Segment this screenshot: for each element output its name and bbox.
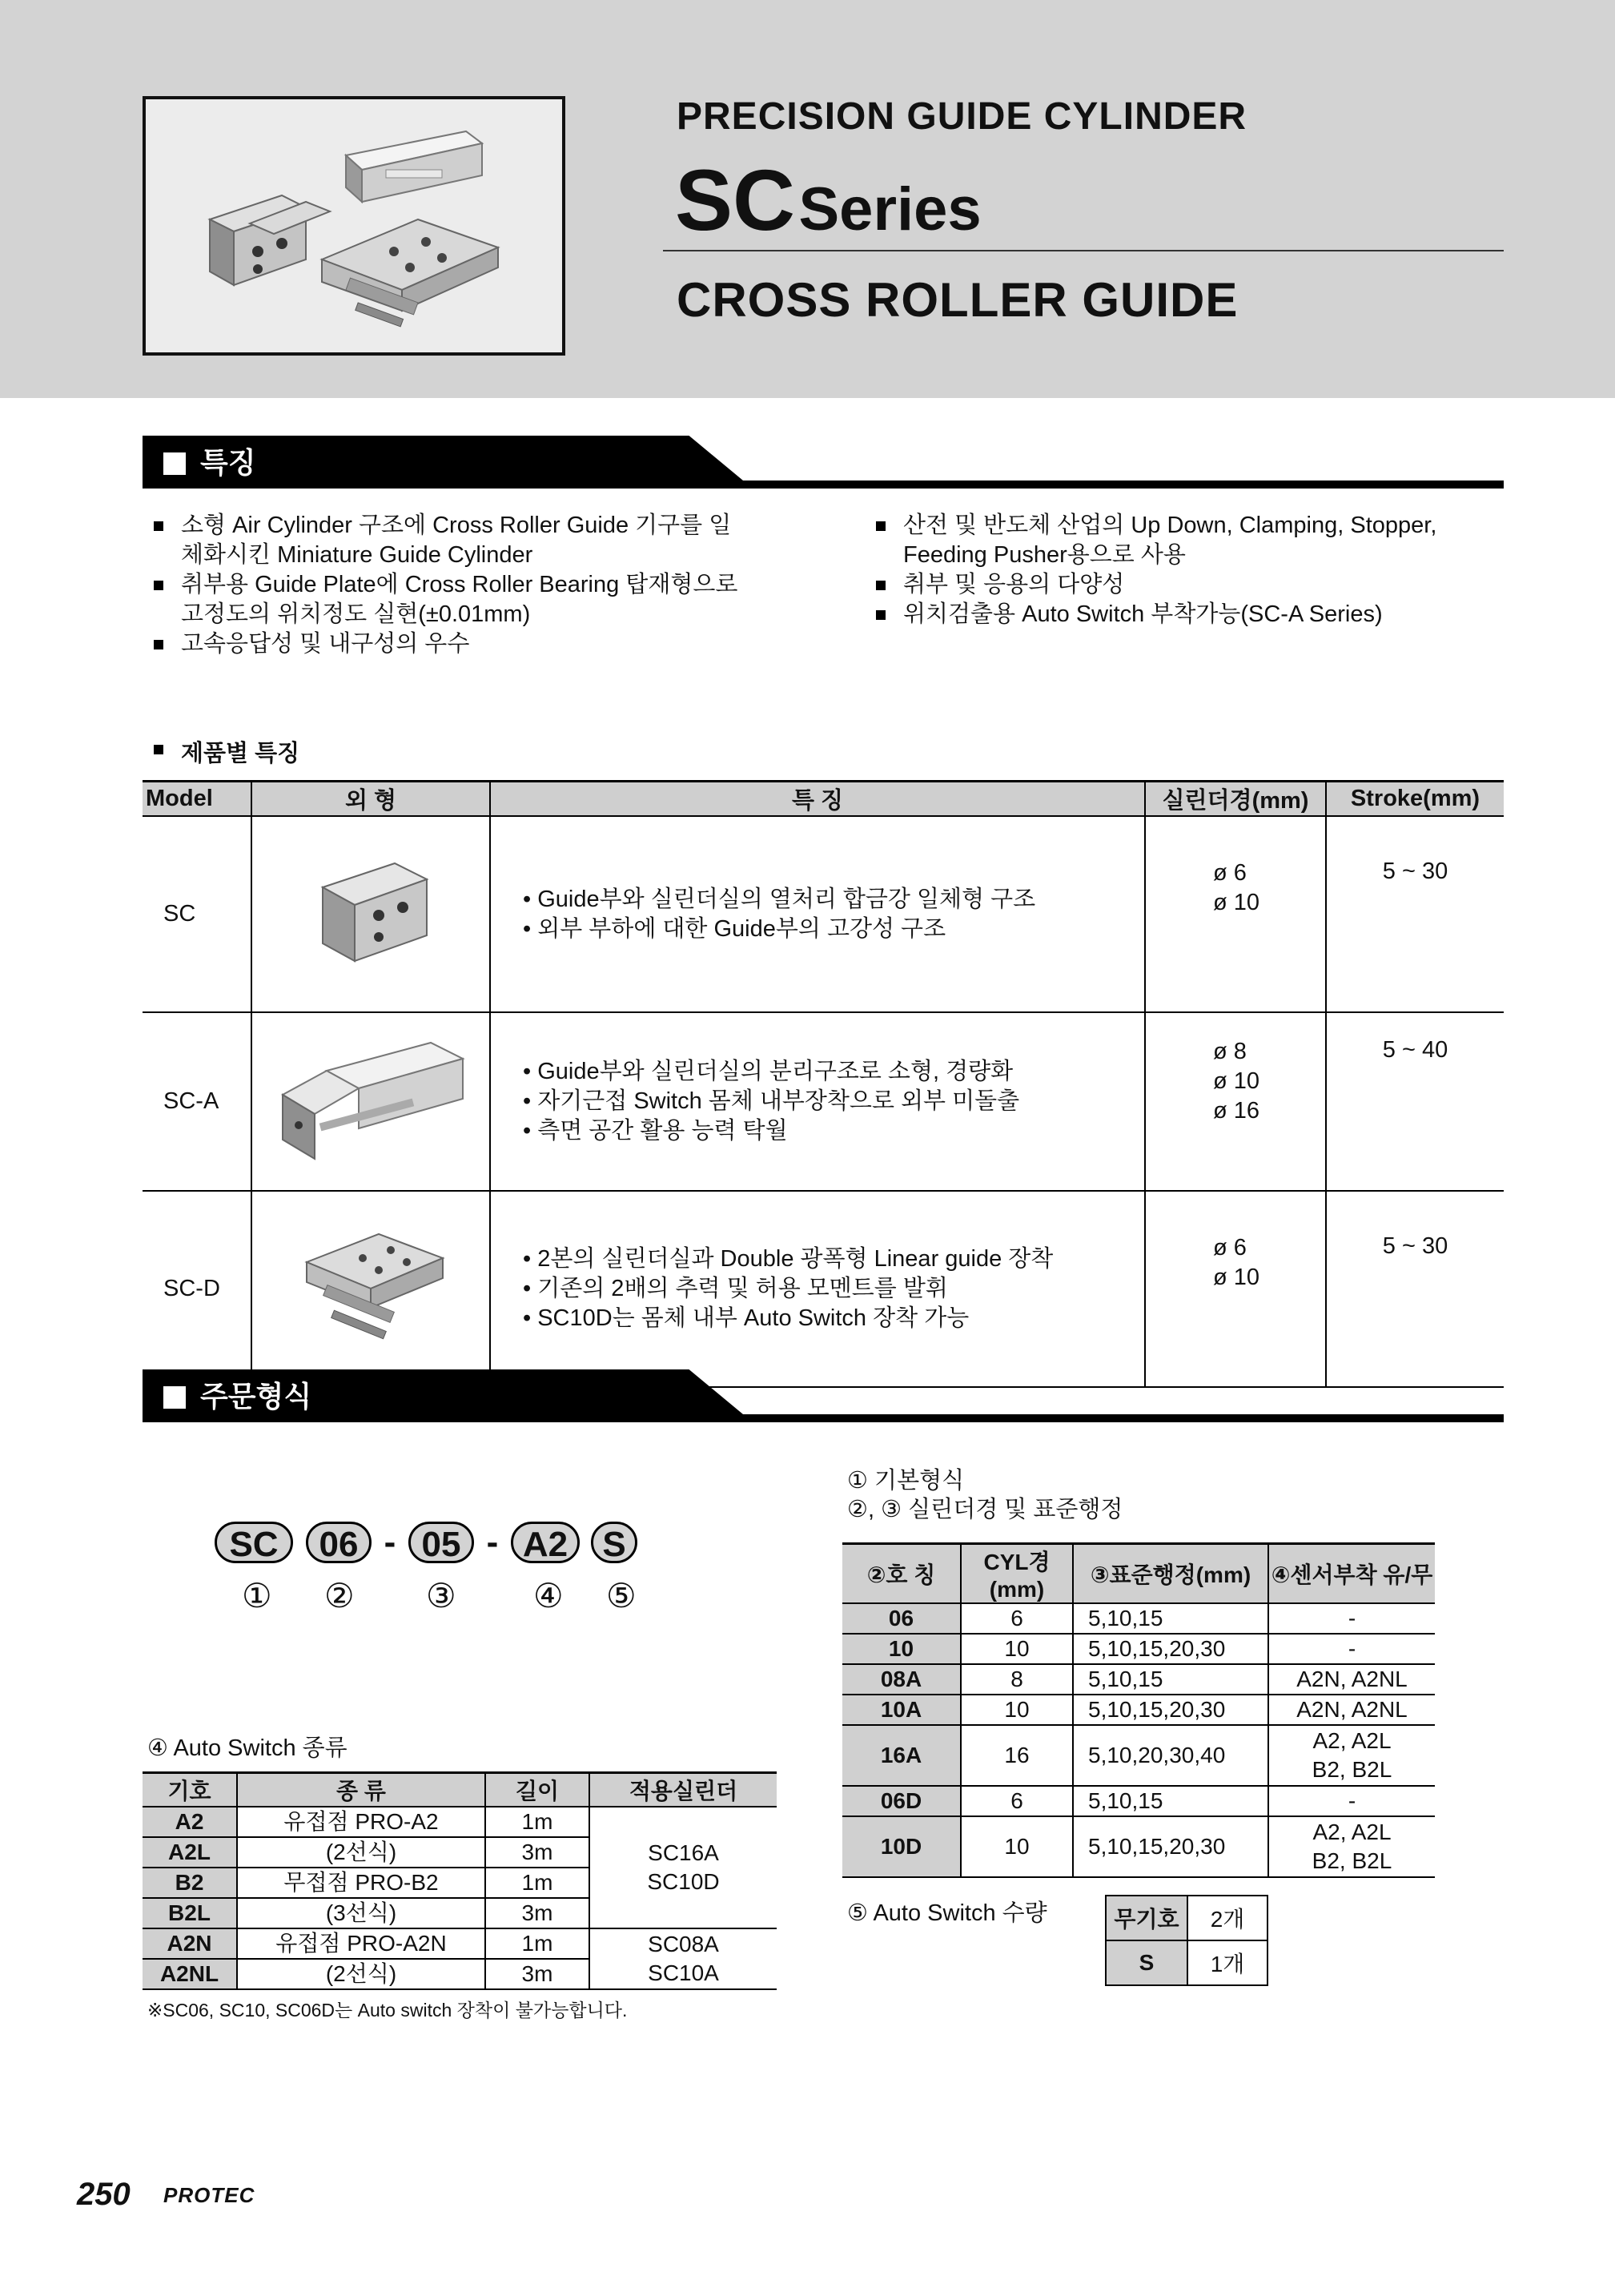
- square-bullet-icon: [163, 452, 186, 475]
- table-row: 10 10 5,10,15,20,30 -: [842, 1634, 1435, 1664]
- table-row: S 1개: [1106, 1940, 1267, 1985]
- table-row: [143, 816, 1504, 1012]
- stroke-cell: 5 ~ 30: [1326, 816, 1504, 1012]
- code-dash: -: [486, 1522, 499, 1562]
- bore-stroke-table: [842, 1542, 1435, 1878]
- code-part-stroke: 05: [408, 1522, 474, 1563]
- table-row: 10A 10 5,10,15,20,30 A2N, A2NL: [842, 1695, 1435, 1725]
- header-subtitle: PRECISION GUIDE CYLINDER: [677, 95, 1247, 138]
- features-right-list: [874, 511, 1515, 629]
- auto-switch-table: [143, 1771, 777, 1990]
- features-cell: • 2본의 실린더실과 Double 광폭형 Linear guide 장착 • 기존의 2배의 추력 및 허용 모멘트를 발휘 • SC10D는 몸체 내부 Auto Switch 장착 가능: [490, 1191, 1145, 1387]
- product-photo: [143, 96, 565, 356]
- product-features-table: [143, 780, 1504, 1388]
- code-part-switch: A2: [511, 1522, 580, 1563]
- col-appearance: 외 형: [251, 782, 490, 817]
- list-item: 취부 및 응용의 다양성: [874, 570, 1515, 600]
- series-code: SC: [675, 151, 796, 248]
- table-row: B2L (3선식) 3m: [143, 1898, 777, 1928]
- model-cell: SC: [143, 816, 251, 1012]
- applies-cell: SC16A SC10D: [589, 1807, 777, 1928]
- features-cell: • Guide부와 실린더실의 열처리 합금강 일체형 구조 • 외부 부하에 대한 Guide부의 고강성 구조: [490, 816, 1145, 1012]
- table-row: 10D 10 5,10,15,20,30 A2, A2L B2, B2L: [842, 1816, 1435, 1877]
- table-row: [143, 1191, 1504, 1387]
- bore-cell: ø 6 ø 10: [1145, 816, 1326, 1012]
- code-number: ④: [533, 1577, 564, 1614]
- model-cell: SC-A: [143, 1012, 251, 1191]
- legend-basic: ① 기본형식: [847, 1468, 965, 1494]
- list-item: 취부용 Guide Plate에 Cross Roller Bearing 탑재형으로 고정도의 위치정도 실현(±0.01mm): [152, 570, 809, 629]
- table-header-row: [842, 1544, 1435, 1604]
- table-row: A2L (2선식) 3m: [143, 1837, 777, 1868]
- legend-bore-stroke: ②, ③ 실린더경 및 표준행정: [847, 1497, 1123, 1522]
- table-row: 무기호 2개: [1106, 1896, 1267, 1940]
- table-row: [143, 1012, 1504, 1191]
- col-bore: 실린더경(mm): [1145, 782, 1326, 817]
- table-header-row: [143, 782, 1504, 817]
- table-row: 06 6 5,10,15 -: [842, 1603, 1435, 1634]
- brand-logo-text: PROTEC: [163, 2183, 255, 2207]
- series-title: [675, 151, 982, 248]
- col-stroke: Stroke(mm): [1326, 782, 1504, 817]
- product-table-heading: 제품별 특징: [152, 735, 299, 768]
- product-image-sc-d: [251, 1191, 490, 1387]
- code-part-basic: SC: [215, 1522, 293, 1563]
- col-length: 길이: [485, 1773, 589, 1807]
- table-header-row: [143, 1773, 777, 1807]
- table-row: A2NL (2선식) 3m: [143, 1959, 777, 1989]
- table-row: 16A 16 5,10,20,30,40 A2, A2L B2, B2L: [842, 1725, 1435, 1786]
- list-item: 고속응답성 및 내구성의 우수: [152, 629, 809, 659]
- stroke-cell: 5 ~ 30: [1326, 1191, 1504, 1387]
- code-number: ③: [426, 1577, 456, 1614]
- bore-cell: ø 8 ø 10 ø 16: [1145, 1012, 1326, 1191]
- qty-title: ⑤ Auto Switch 수량: [847, 1900, 1047, 1926]
- code-part-qty: S: [591, 1522, 637, 1563]
- code-part-bore: 06: [306, 1522, 372, 1563]
- col-features: 특 징: [490, 782, 1145, 817]
- switch-title: ④ Auto Switch 종류: [147, 1735, 348, 1761]
- table-row: 06D 6 5,10,15 -: [842, 1786, 1435, 1816]
- sensor-multiline: A2, A2L B2, B2L: [1268, 1816, 1435, 1877]
- table-row: A2N 유접점 PRO-A2N 1m SC08A SC10A: [143, 1928, 777, 1959]
- page-number: 250: [77, 2177, 131, 2212]
- series-word: Series: [798, 175, 982, 243]
- list-item: 위치검출용 Auto Switch 부착가능(SC-A Series): [874, 600, 1515, 629]
- list-item: 산전 및 반도체 산업의 Up Down, Clamping, Stopper, Feeding Pusher용으로 사용: [874, 511, 1515, 570]
- code-dash: -: [384, 1522, 396, 1562]
- code-number: ①: [242, 1577, 272, 1614]
- cylinder-photo-illustration: [146, 99, 562, 352]
- table-row: B2 무접점 PRO-B2 1m: [143, 1868, 777, 1898]
- col-designation: ②호 칭: [842, 1544, 961, 1604]
- ordering-heading: 주문형식: [200, 1380, 312, 1413]
- sensor-multiline: A2, A2L B2, B2L: [1268, 1725, 1435, 1786]
- col-applies: 적용실린더: [589, 1773, 777, 1807]
- header-rule: [663, 250, 1504, 251]
- col-std-stroke: ③표준행정(mm): [1073, 1544, 1268, 1604]
- list-item: 소형 Air Cylinder 구조에 Cross Roller Guide 기구를 일 체화시킨 Miniature Guide Cylinder: [152, 511, 809, 570]
- product-image-sc: [251, 816, 490, 1012]
- note-text: ※SC06, SC10, SC06D는 Auto switch 장착이 불가능합니다.: [147, 2000, 628, 2021]
- col-sensor: ④센서부착 유/무: [1268, 1544, 1435, 1604]
- order-code: [215, 1522, 637, 1563]
- table-row: 08A 8 5,10,15 A2N, A2NL: [842, 1664, 1435, 1695]
- col-model: Model: [143, 782, 251, 817]
- table-row: A2 유접점 PRO-A2 1m SC16A SC10D: [143, 1807, 777, 1837]
- model-cell: SC-D: [143, 1191, 251, 1387]
- features-heading: 특징: [200, 446, 256, 479]
- switch-qty-table: [1105, 1895, 1268, 1986]
- product-image-sc-a: [251, 1012, 490, 1191]
- ordering-section-bar: [143, 1369, 1504, 1424]
- square-bullet-icon: [163, 1386, 186, 1409]
- bore-cell: ø 6 ø 10: [1145, 1191, 1326, 1387]
- features-left-list: [152, 511, 809, 659]
- col-type: 종 류: [237, 1773, 485, 1807]
- features-cell: • Guide부와 실린더실의 분리구조로 소형, 경량화 • 자기근접 Switch 몸체 내부장착으로 외부 미돌출 • 측면 공간 활용 능력 탁월: [490, 1012, 1145, 1191]
- stroke-cell: 5 ~ 40: [1326, 1012, 1504, 1191]
- col-symbol: 기호: [143, 1773, 237, 1807]
- code-number: ②: [324, 1577, 355, 1614]
- applies-cell: SC08A SC10A: [589, 1928, 777, 1989]
- features-section-bar: [143, 436, 1504, 490]
- guide-type: CROSS ROLLER GUIDE: [677, 273, 1239, 327]
- col-cyl-bore: CYL경(mm): [961, 1544, 1073, 1604]
- code-number: ⑤: [606, 1577, 637, 1614]
